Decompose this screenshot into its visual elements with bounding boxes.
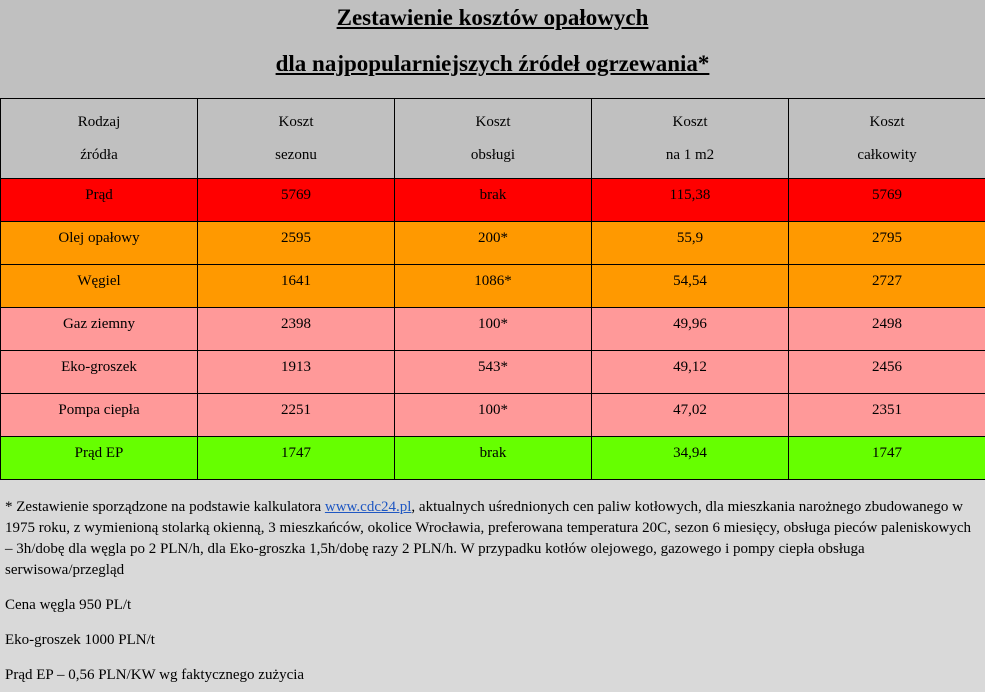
cell-season-cost: 2398 bbox=[198, 308, 395, 351]
cell-service-cost: 200* bbox=[395, 222, 592, 265]
cell-season-cost: 1913 bbox=[198, 351, 395, 394]
cell-service-cost: brak bbox=[395, 179, 592, 222]
note-eco-pea-price: Eko-groszek 1000 PLN/t bbox=[5, 632, 155, 648]
cell-cost-per-m2: 49,12 bbox=[592, 351, 789, 394]
cell-total-cost: 2351 bbox=[789, 394, 985, 437]
calculator-link[interactable]: www.cdc24.pl bbox=[324, 499, 412, 515]
cell-total-cost: 2456 bbox=[789, 351, 985, 394]
table-row bbox=[1, 437, 985, 480]
note-coal-price: Cena węgla 950 PL/t bbox=[5, 597, 132, 613]
header-label: sezonu bbox=[275, 146, 317, 163]
header-source-type bbox=[1, 99, 198, 179]
cell-total-cost: 2498 bbox=[789, 308, 985, 351]
title-block bbox=[0, 0, 985, 99]
cell-cost-per-m2: 115,38 bbox=[592, 179, 789, 222]
header-label: Koszt bbox=[278, 113, 314, 130]
cell-source: Olej opałowy bbox=[1, 222, 198, 265]
table-row bbox=[1, 351, 985, 394]
cell-season-cost: 5769 bbox=[198, 179, 395, 222]
table-row bbox=[1, 222, 985, 265]
cell-total-cost: 2727 bbox=[789, 265, 985, 308]
title-line-2: dla najpopularniejszych źródeł ogrzewania* bbox=[275, 51, 710, 76]
cell-source: Prąd EP bbox=[1, 437, 198, 480]
header-label: źródła bbox=[80, 146, 118, 163]
cell-cost-per-m2: 47,02 bbox=[592, 394, 789, 437]
table-row bbox=[1, 394, 985, 437]
cell-source: Pompa ciepła bbox=[1, 394, 198, 437]
cell-season-cost: 2595 bbox=[198, 222, 395, 265]
footnote-main bbox=[5, 497, 980, 581]
cell-source: Gaz ziemny bbox=[1, 308, 198, 351]
header-label: Koszt bbox=[869, 113, 905, 130]
header-service-cost bbox=[395, 99, 592, 179]
cell-season-cost: 1747 bbox=[198, 437, 395, 480]
cell-service-cost: 1086* bbox=[395, 265, 592, 308]
cell-cost-per-m2: 55,9 bbox=[592, 222, 789, 265]
cell-cost-per-m2: 49,96 bbox=[592, 308, 789, 351]
footnote bbox=[5, 497, 980, 686]
table-row bbox=[1, 308, 985, 351]
cell-total-cost: 2795 bbox=[789, 222, 985, 265]
cell-source: Prąd bbox=[1, 179, 198, 222]
header-label: na 1 m2 bbox=[665, 146, 715, 163]
cost-table bbox=[0, 98, 985, 480]
cell-total-cost: 5769 bbox=[789, 179, 985, 222]
table-row bbox=[1, 179, 985, 222]
cell-season-cost: 1641 bbox=[198, 265, 395, 308]
cell-service-cost: brak bbox=[395, 437, 592, 480]
cell-service-cost: 543* bbox=[395, 351, 592, 394]
header-label: obsługi bbox=[470, 146, 516, 163]
footnote-suffix: , aktualnych uśrednionych cen paliw kotłowych, dla mieszkania narożnego zbudowanego w 1975 roku, z wymienioną stolarką okienną, 3 mieszkańców, okolice Wrocławia, preferowana temperatura 20C, sezon 6 miesięcy, obsługa pieców paleniskowych – 3h/dobę dla węgla po 2 PLN/h, dla Eko-groszka 1,5h/dobę razy 2 PLN/h. W przypadku kotłów olejowego, gazowego i pompy ciepła obsługa serwisowa/przegląd bbox=[5, 499, 972, 578]
cell-service-cost: 100* bbox=[395, 308, 592, 351]
header-season-cost bbox=[198, 99, 395, 179]
title-line-1: Zestawienie kosztów opałowych bbox=[336, 5, 649, 30]
footnote-prefix: * Zestawienie sporządzone na podstawie kalkulatora bbox=[5, 499, 325, 515]
cell-cost-per-m2: 34,94 bbox=[592, 437, 789, 480]
header-cost-per-m2 bbox=[592, 99, 789, 179]
cell-service-cost: 100* bbox=[395, 394, 592, 437]
cell-season-cost: 2251 bbox=[198, 394, 395, 437]
table-row bbox=[1, 265, 985, 308]
cell-total-cost: 1747 bbox=[789, 437, 985, 480]
header-total-cost bbox=[789, 99, 985, 179]
header-label: Koszt bbox=[672, 113, 708, 130]
header-label: całkowity bbox=[857, 146, 917, 163]
header-label: Koszt bbox=[475, 113, 511, 130]
note-electricity-price: Prąd EP – 0,56 PLN/KW wg faktycznego zużycia bbox=[5, 667, 305, 683]
header-label: Rodzaj bbox=[77, 113, 121, 130]
cell-cost-per-m2: 54,54 bbox=[592, 265, 789, 308]
table-header-row bbox=[1, 99, 985, 179]
cell-source: Węgiel bbox=[1, 265, 198, 308]
cell-source: Eko-groszek bbox=[1, 351, 198, 394]
